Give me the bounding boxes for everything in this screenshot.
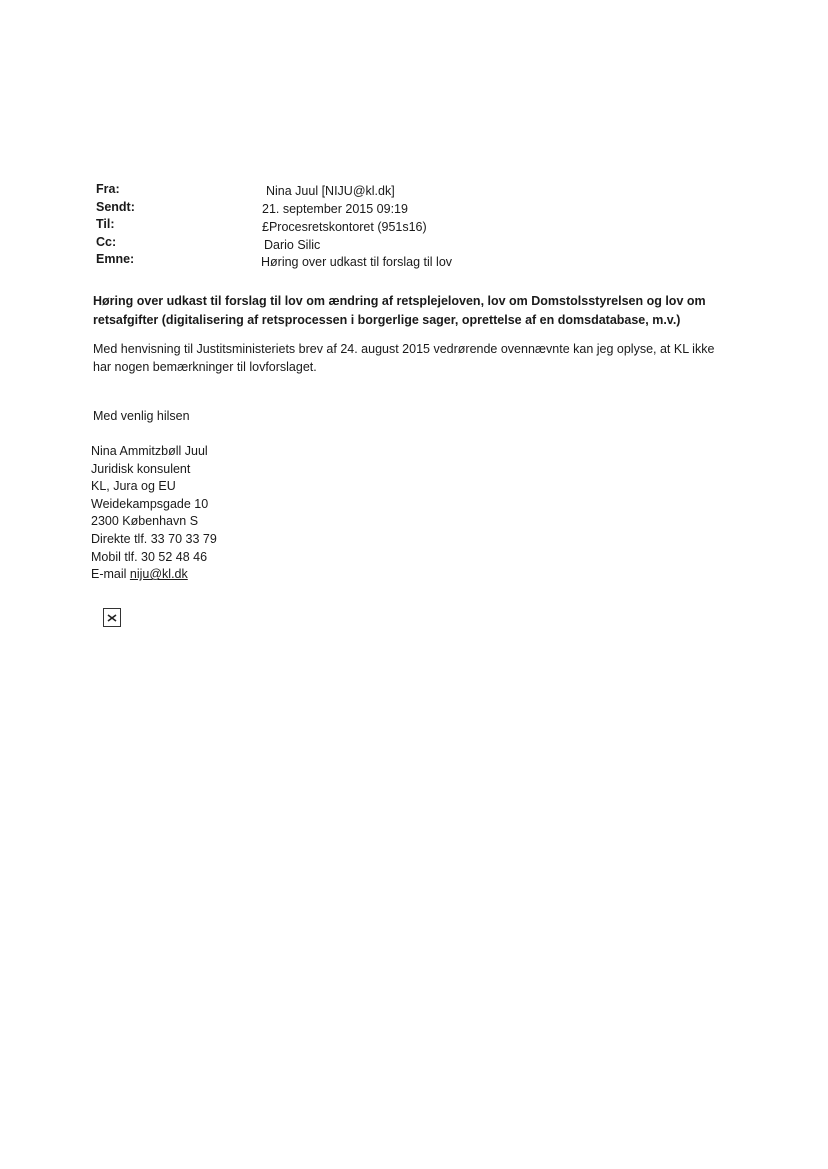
header-row-sent xyxy=(96,199,736,217)
email-link[interactable]: niju@kl.dk xyxy=(129,567,188,582)
to-label: Til: xyxy=(96,217,115,231)
email-header xyxy=(96,181,736,269)
header-row-from xyxy=(96,181,736,199)
signature-mobile-phone: Mobil tlf. 30 52 48 46 xyxy=(91,549,208,564)
signature-city: 2300 København S xyxy=(91,514,199,529)
header-row-to xyxy=(96,216,736,234)
subject-value: Høring over udkast til forslag til lov xyxy=(261,255,453,269)
greeting: Med venlig hilsen xyxy=(93,409,190,423)
from-label: Fra: xyxy=(96,182,120,196)
to-value: £Procesretskontoret (951s16) xyxy=(262,220,427,234)
signature-department: KL, Jura og EU xyxy=(91,479,176,494)
cc-value: Dario Silic xyxy=(264,237,321,252)
signature-block xyxy=(91,443,217,584)
email-prefix: E-mail xyxy=(91,567,127,582)
message-body: Med henvisning til Justitsministeriets brev af 24. august 2015 vedrørende ovennævnte kan jeg oplyse, at KL ikke har nogen bemærkninger til lovforslaget. xyxy=(93,342,715,374)
sent-value: 21. september 2015 09:19 xyxy=(262,201,408,216)
cc-label: Cc: xyxy=(96,234,117,249)
signature-title: Juridisk konsulent xyxy=(91,461,191,476)
subject-label: Emne: xyxy=(96,252,135,266)
broken-image-icon xyxy=(103,608,121,627)
signature-name: Nina Ammitzbøll Juul xyxy=(91,444,208,458)
signature-street: Weidekampsgade 10 xyxy=(91,496,209,511)
signature-direct-phone: Direkte tlf. 33 70 33 79 xyxy=(91,531,217,546)
sent-label: Sendt: xyxy=(96,199,135,214)
message-subject: Høring over udkast til forslag til lov om ændring af retsplejeloven, lov om Domstolsstyrelsen og lov om retsafgifter (digitalisering af retsprocessen i borgerlige sager, oprettelse af en domsdatabase, m.v.) xyxy=(93,294,706,327)
close-icon xyxy=(107,614,117,622)
from-value: Nina Juul [NIJU@kl.dk] xyxy=(266,184,395,198)
header-row-cc xyxy=(96,234,736,252)
signature-email-line xyxy=(91,566,217,584)
header-row-subject xyxy=(96,251,736,269)
